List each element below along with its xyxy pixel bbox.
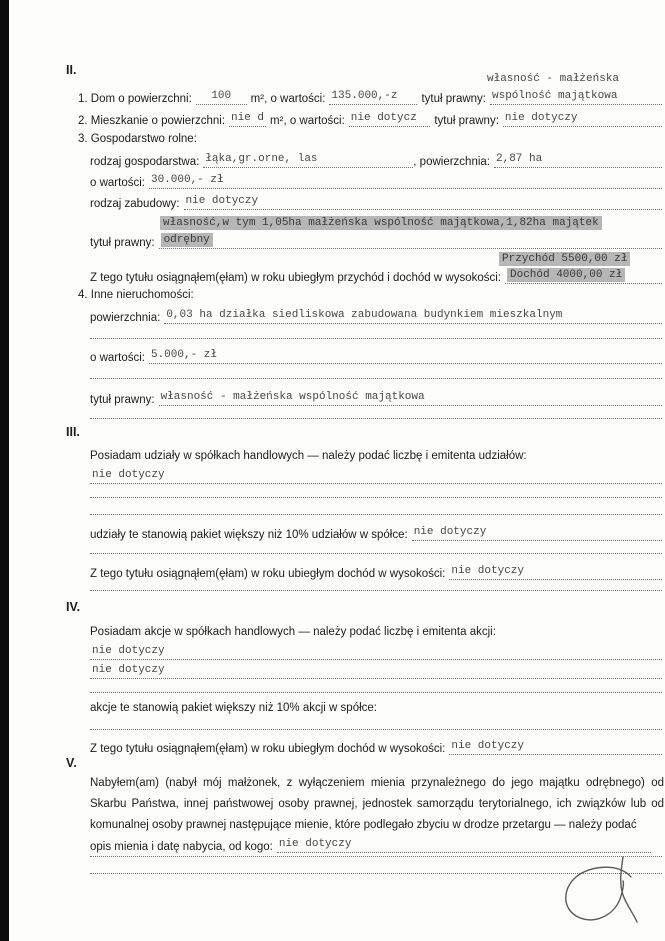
apartment-area-field: nie d (229, 111, 266, 127)
apartment-value-field: nie dotycz (349, 111, 431, 127)
apartment-title-label: tytuł prawny: (434, 115, 499, 127)
section-ii-heading: II. (66, 63, 77, 77)
acquisition-paragraph: Nabyłem(am) (nabył mój małżonek, z wyłączeniem mienia przynależnego do jego majątku odrębnego) od Skarbu Państwa, innej państwowej osoby prawnej, jednostek samorządu terytorialnego, ich związków lub od komunalnej osoby prawnej następujące mienie, które podlegało zbyciu w drodze przetargu — należy podać (90, 777, 664, 831)
shares-stake-row (90, 525, 662, 541)
stocks-income-field: nie dotyczy (449, 739, 662, 755)
acquisition-value-label: opis mienia i datę nabycia, od kogo: (90, 841, 273, 853)
farm-title-line1: własność,w tym 1,05ha małżeńska wspólność majątkowa,1,82ha majątek (160, 216, 602, 230)
other-value-label: o wartości: (90, 352, 145, 364)
farm-value-field: 30.000,- zł (149, 173, 662, 189)
farm-income-label: Z tego tytułu osiągnąłem(ęłam) w roku ubiegłym przychód i dochód w wysokości: (90, 272, 501, 284)
other-title-row (90, 390, 662, 406)
shares-value-row (90, 468, 662, 484)
farm-title-field: odrębny (159, 233, 662, 249)
farm-area-label: , powierzchnia: (413, 156, 490, 168)
house-label: 1. Dom o powierzchni: (78, 93, 192, 105)
farm-building-field: nie dotyczy (184, 194, 663, 210)
section-iii-heading: III. (66, 425, 80, 439)
other-title-label: tytuł prawny: (90, 394, 155, 406)
stocks-value-row-2 (90, 663, 662, 679)
dotted-line (90, 496, 662, 498)
stocks-income-label: Z tego tytułu osiągnąłem(ęłam) w roku ubiegłym dochód w wysokości: (90, 743, 446, 755)
dotted-line (90, 337, 662, 339)
stocks-stake-label: akcje te stanowią pakiet większy niż 10% akcji w spółce: (90, 702, 377, 714)
shares-income-label: Z tego tytułu osiągnąłem(ęłam) w roku ubiegłym dochód w wysokości: (90, 568, 446, 580)
shares-value-field: nie dotyczy (90, 468, 662, 484)
farm-area-field: 2,87 ha (494, 152, 662, 168)
farm-title-label: tytuł prawny: (90, 237, 155, 249)
section-iv-heading: IV. (66, 600, 81, 614)
other-area-field: 0,03 ha działka siedliskowa zabudowana budynkiem mieszkalnym (164, 308, 662, 324)
farm-value-row (90, 173, 662, 189)
stocks-value-field-2: nie dotyczy (90, 663, 662, 679)
apartment-unit-label: m², o wartości: (270, 115, 345, 127)
stocks-value-row-1 (90, 644, 662, 660)
farm-income-field: Dochód 4000,00 zł (505, 268, 662, 284)
house-unit-label: m², o wartości: (250, 93, 326, 105)
farm-income-row (90, 268, 662, 284)
house-title-field: wspólność majątkowa (490, 89, 662, 105)
farm-building-label: rodzaj zabudowy: (90, 198, 180, 210)
farm-type-row (90, 152, 662, 168)
other-value-row (90, 348, 662, 364)
scan-edge-artifact (0, 0, 9, 941)
stocks-income-row (90, 739, 662, 755)
shares-income-row (90, 564, 662, 580)
farm-type-field: łąka,gr.orne, las (203, 152, 413, 168)
farm-building-row (90, 194, 662, 210)
farm-section-label: 3. Gospodarstwo rolne: (78, 133, 197, 145)
house-title-line1: własność - małżeńska (487, 73, 620, 85)
house-title-label: tytuł prawny: (421, 93, 486, 105)
other-value-field: 5.000,- zł (149, 348, 662, 364)
shares-intro: Posiadam udziały w spółkach handlowych — należy podać liczbę i emitenta udziałów: (90, 450, 527, 462)
house-row (78, 89, 662, 105)
dotted-line (90, 691, 662, 693)
shares-income-field: nie dotyczy (449, 564, 662, 580)
stocks-intro: Posiadam akcje w spółkach handlowych — należy podać liczbę i emitenta akcji: (90, 626, 496, 638)
dotted-line (90, 513, 662, 515)
dotted-line (90, 728, 662, 730)
dotted-line (90, 552, 662, 554)
apartment-row (78, 111, 662, 127)
acquisition-value-row (90, 837, 662, 853)
apartment-title-field: nie dotyczy (503, 111, 662, 127)
other-property-label: 4. Inne nieruchomości: (78, 289, 194, 301)
house-value-field: 135.000,-z (329, 89, 417, 105)
house-area-field: 100 (196, 89, 247, 105)
shares-stake-field: nie dotyczy (412, 525, 662, 541)
farm-title-row (90, 233, 662, 249)
other-area-label: powierzchnia: (90, 312, 161, 324)
other-title-field: własność - małżeńska wspólność majątkowa (159, 390, 662, 406)
farm-income-line1: Przychód 5500,00 zł (499, 252, 630, 266)
dotted-line (90, 417, 662, 419)
section-v-heading: V. (66, 756, 77, 770)
stocks-value-field-1: nie dotyczy (90, 644, 662, 660)
shares-stake-label: udziały te stanowią pakiet większy niż 10% udziałów w spółce: (90, 529, 408, 541)
dotted-line (90, 377, 662, 379)
signature-mark (538, 855, 665, 940)
other-area-row (90, 308, 662, 324)
apartment-label: 2. Mieszkanie o powierzchni: (78, 115, 226, 127)
dotted-line (90, 589, 662, 591)
acquisition-value-field: nie dotyczy (277, 837, 651, 853)
farm-type-label: rodzaj gospodarstwa: (90, 156, 200, 168)
farm-value-label: o wartości: (90, 177, 145, 189)
